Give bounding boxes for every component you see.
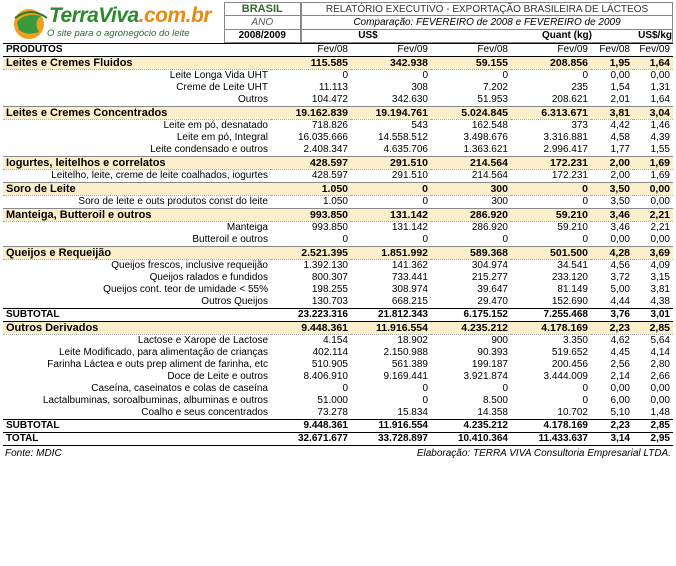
meta-box — [224, 2, 301, 43]
table-cell: 0,00 — [591, 70, 633, 83]
table-cell: 51.953 — [431, 94, 511, 107]
table-cell: 428.597 — [271, 157, 351, 170]
table-cell: 4,58 — [591, 132, 633, 144]
table-cell: 4.178.169 — [511, 322, 591, 335]
table-cell: 1,64 — [633, 57, 673, 70]
table-cell: 589.368 — [431, 247, 511, 260]
table-cell: 2.996.417 — [511, 144, 591, 157]
table-cell: 81.149 — [511, 284, 591, 296]
table-cell: 39.647 — [431, 284, 511, 296]
table-cell: 3,15 — [633, 272, 673, 284]
row-label: Leite Longa Vida UHT — [3, 70, 271, 83]
table-cell: 0,00 — [591, 234, 633, 247]
table-cell: 33.728.897 — [351, 433, 431, 446]
row-label: Creme de Leite UHT — [3, 82, 271, 94]
table-cell: 0 — [511, 395, 591, 407]
row-label: Butteroil e outros — [3, 234, 271, 247]
table-cell: 214.564 — [431, 157, 511, 170]
year-label: ANO — [224, 16, 300, 29]
table-row — [3, 284, 673, 296]
table-cell: 6.175.152 — [431, 309, 511, 322]
table-cell: 4,56 — [591, 260, 633, 273]
table-row — [3, 144, 673, 157]
table-cell: 130.703 — [271, 296, 351, 309]
table-cell: 10.702 — [511, 407, 591, 420]
table-cell: 2,23 — [591, 420, 633, 433]
table-cell: 4,42 — [591, 120, 633, 133]
section-row — [3, 247, 673, 260]
section-row — [3, 107, 673, 120]
table-row — [3, 335, 673, 348]
table-cell: 29.470 — [431, 296, 511, 309]
table-row — [3, 70, 673, 83]
table-cell: 308 — [351, 82, 431, 94]
table-cell: 0 — [431, 383, 511, 395]
col-fev09: Fev/09 — [633, 44, 673, 57]
row-label: Outros Queijos — [3, 296, 271, 309]
table-cell: 5,00 — [591, 284, 633, 296]
table-cell: 4.154 — [271, 335, 351, 348]
table-cell: 291.510 — [351, 157, 431, 170]
logo-domain: .com.br — [138, 4, 212, 27]
table-cell: 3,76 — [591, 309, 633, 322]
table-row — [3, 395, 673, 407]
row-label: Coalho e seus concentrados — [3, 407, 271, 420]
table-cell: 1.363.621 — [431, 144, 511, 157]
table-cell: 1,69 — [633, 170, 673, 183]
table-cell: 3.350 — [511, 335, 591, 348]
table-row — [3, 347, 673, 359]
table-cell: 0 — [271, 383, 351, 395]
table-cell: 3,04 — [633, 107, 673, 120]
table-cell: 291.510 — [351, 170, 431, 183]
table-cell: 2,80 — [633, 359, 673, 371]
table-cell: 200.456 — [511, 359, 591, 371]
table-cell: 131.142 — [351, 222, 431, 235]
table-cell: 0 — [511, 234, 591, 247]
table-cell: 214.564 — [431, 170, 511, 183]
table-row — [3, 94, 673, 107]
row-label: Soro de leite e outs produtos const do leite — [3, 196, 271, 209]
col-fev08: Fev/08 — [271, 44, 351, 57]
table-cell: 10.410.364 — [431, 433, 511, 446]
table-cell: 0 — [351, 234, 431, 247]
subtotal-row — [3, 420, 673, 433]
table-cell: 4.235.212 — [431, 322, 511, 335]
table-cell: 198.255 — [271, 284, 351, 296]
row-label: Leite em pó, Integral — [3, 132, 271, 144]
table-row — [3, 407, 673, 420]
table-cell: 4,45 — [591, 347, 633, 359]
table-cell: 428.597 — [271, 170, 351, 183]
table-cell: 0 — [271, 234, 351, 247]
table-row — [3, 296, 673, 309]
title-box — [301, 2, 673, 43]
table-cell: 3,81 — [591, 107, 633, 120]
table-cell: 300 — [431, 183, 511, 196]
row-label: Outros Derivados — [3, 322, 271, 335]
table-cell: 18.902 — [351, 335, 431, 348]
row-label: Iogurtes, leitelhos e correlatos — [3, 157, 271, 170]
table-cell: 0 — [351, 383, 431, 395]
table-cell: 308.974 — [351, 284, 431, 296]
section-row — [3, 209, 673, 222]
table-cell: 4,39 — [633, 132, 673, 144]
col-fev09: Fev/09 — [511, 44, 591, 57]
table-cell: 9.448.361 — [271, 420, 351, 433]
credit-note: Elaboração: TERRA VIVA Consultoria Empresarial LTDA. — [416, 448, 671, 459]
table-cell: 0 — [351, 395, 431, 407]
table-cell: 2.521.395 — [271, 247, 351, 260]
col-fev08: Fev/08 — [591, 44, 633, 57]
table-cell: 9.448.361 — [271, 322, 351, 335]
row-label: Leite Modificado, para alimentação de crianças — [3, 347, 271, 359]
table-cell: 3.921.874 — [431, 371, 511, 383]
usd-header: US$ — [358, 29, 378, 41]
table-cell: 5,64 — [633, 335, 673, 348]
table-cell: 2,85 — [633, 322, 673, 335]
table-cell: 5.024.845 — [431, 107, 511, 120]
table-cell: 59.210 — [511, 222, 591, 235]
table-cell: 993.850 — [271, 222, 351, 235]
table-row — [3, 170, 673, 183]
table-cell: 0 — [511, 383, 591, 395]
products-header: PRODUTOS — [3, 44, 271, 57]
column-header-row — [3, 44, 673, 57]
table-cell: 34.541 — [511, 260, 591, 273]
table-cell: 718.826 — [271, 120, 351, 133]
table-cell: 3,72 — [591, 272, 633, 284]
table-cell: 11.916.554 — [351, 322, 431, 335]
table-cell: 1,31 — [633, 82, 673, 94]
table-cell: 0,00 — [633, 395, 673, 407]
table-cell: 668.215 — [351, 296, 431, 309]
table-cell: 4,44 — [591, 296, 633, 309]
table-row — [3, 120, 673, 133]
table-cell: 4,28 — [591, 247, 633, 260]
table-cell: 15.834 — [351, 407, 431, 420]
table-cell: 0,00 — [633, 70, 673, 83]
table-row — [3, 82, 673, 94]
table-cell: 0 — [431, 234, 511, 247]
table-cell: 0 — [351, 183, 431, 196]
table-cell: 304.974 — [431, 260, 511, 273]
table-cell: 2,21 — [633, 222, 673, 235]
table-cell: 9.169.441 — [351, 371, 431, 383]
usdkg-header: US$/kg — [638, 29, 672, 41]
table-cell: 543 — [351, 120, 431, 133]
row-label: SUBTOTAL — [3, 420, 271, 433]
table-row — [3, 234, 673, 247]
table-cell: 19.162.839 — [271, 107, 351, 120]
section-row — [3, 322, 673, 335]
row-label: Outros — [3, 94, 271, 107]
table-cell: 3,14 — [591, 433, 633, 446]
table-cell: 199.187 — [431, 359, 511, 371]
section-row — [3, 157, 673, 170]
table-cell: 7.202 — [431, 82, 511, 94]
table-cell: 131.142 — [351, 209, 431, 222]
table-cell: 235 — [511, 82, 591, 94]
table-cell: 4.235.212 — [431, 420, 511, 433]
row-label: Lactose e Xarope de Lactose — [3, 335, 271, 348]
table-cell: 1,77 — [591, 144, 633, 157]
table-cell: 2,00 — [591, 157, 633, 170]
table-cell: 3.498.676 — [431, 132, 511, 144]
row-label: SUBTOTAL — [3, 309, 271, 322]
table-cell: 59.155 — [431, 57, 511, 70]
table-cell: 0 — [431, 70, 511, 83]
table-row — [3, 371, 673, 383]
table-cell: 3,69 — [633, 247, 673, 260]
quant-header: Quant (kg) — [542, 29, 592, 41]
table-cell: 373 — [511, 120, 591, 133]
table-cell: 3,46 — [591, 209, 633, 222]
table-cell: 3,50 — [591, 196, 633, 209]
table-cell: 900 — [431, 335, 511, 348]
section-row — [3, 57, 673, 70]
table-cell: 3,50 — [591, 183, 633, 196]
table-row — [3, 196, 673, 209]
table-cell: 286.920 — [431, 209, 511, 222]
period-label: 2008/2009 — [224, 29, 300, 42]
logo-wordmark — [49, 4, 211, 28]
table-cell: 14.558.512 — [351, 132, 431, 144]
table-cell: 342.630 — [351, 94, 431, 107]
row-label: Soro de Leite — [3, 183, 271, 196]
table-cell: 800.307 — [271, 272, 351, 284]
row-label: Lactalbuminas, soroalbuminas, albuminas e outros — [3, 395, 271, 407]
table-cell: 90.393 — [431, 347, 511, 359]
table-row — [3, 222, 673, 235]
table-cell: 23.223.316 — [271, 309, 351, 322]
table-cell: 0 — [511, 196, 591, 209]
col-fev09: Fev/09 — [351, 44, 431, 57]
table-cell: 0 — [271, 70, 351, 83]
table-cell: 208.621 — [511, 94, 591, 107]
table-cell: 4,38 — [633, 296, 673, 309]
table-row — [3, 260, 673, 273]
table-cell: 2,01 — [591, 94, 633, 107]
report-comparison: Comparação: FEVEREIRO de 2008 e FEVEREIRO de 2009 — [302, 16, 673, 29]
table-cell: 4.635.706 — [351, 144, 431, 157]
table-cell: 141.362 — [351, 260, 431, 273]
row-label: Leite em pó, desnatado — [3, 120, 271, 133]
table-cell: 1.050 — [271, 183, 351, 196]
table-cell: 3,46 — [591, 222, 633, 235]
table-cell: 342.938 — [351, 57, 431, 70]
row-label: Queijos ralados e fundidos — [3, 272, 271, 284]
table-cell: 115.585 — [271, 57, 351, 70]
row-label: Leitelho, leite, creme de leite coalhados, iogurtes — [3, 170, 271, 183]
table-cell: 733.441 — [351, 272, 431, 284]
table-cell: 402.114 — [271, 347, 351, 359]
table-row — [3, 272, 673, 284]
table-cell: 1.392.130 — [271, 260, 351, 273]
table-cell: 2,14 — [591, 371, 633, 383]
table-cell: 0 — [511, 183, 591, 196]
table-cell: 7.255.468 — [511, 309, 591, 322]
globe-icon — [11, 6, 51, 42]
table-cell: 4,14 — [633, 347, 673, 359]
table-cell: 2,66 — [633, 371, 673, 383]
row-label: Caseína, caseinatos e colas de caseína — [3, 383, 271, 395]
row-label: Leite condensado e outros — [3, 144, 271, 157]
terraviva-logo — [3, 2, 224, 43]
table-row — [3, 383, 673, 395]
table-cell: 0,00 — [633, 196, 673, 209]
table-cell: 3.444.009 — [511, 371, 591, 383]
logo-name: TerraViva — [49, 4, 139, 27]
table-cell: 0,00 — [633, 234, 673, 247]
table-cell: 4,09 — [633, 260, 673, 273]
table-cell: 208.856 — [511, 57, 591, 70]
table-cell: 3.316.881 — [511, 132, 591, 144]
row-label: Manteiga — [3, 222, 271, 235]
table-cell: 1,48 — [633, 407, 673, 420]
table-cell: 233.120 — [511, 272, 591, 284]
table-cell: 1,46 — [633, 120, 673, 133]
export-table — [3, 43, 673, 446]
table-cell: 172.231 — [511, 170, 591, 183]
report-title: RELATÓRIO EXECUTIVO - EXPORTAÇÃO BRASILEIRA DE LÁCTEOS — [302, 3, 673, 16]
table-cell: 3,81 — [633, 284, 673, 296]
table-cell: 6.313.671 — [511, 107, 591, 120]
source-note: Fonte: MDIC — [5, 448, 62, 459]
table-cell: 11.113 — [271, 82, 351, 94]
table-cell: 2,85 — [633, 420, 673, 433]
table-cell: 32.671.677 — [271, 433, 351, 446]
table-cell: 16.035.666 — [271, 132, 351, 144]
table-cell: 1,69 — [633, 157, 673, 170]
table-cell: 21.812.343 — [351, 309, 431, 322]
table-cell: 0,00 — [633, 383, 673, 395]
table-cell: 8.500 — [431, 395, 511, 407]
table-cell: 152.690 — [511, 296, 591, 309]
table-cell: 2,23 — [591, 322, 633, 335]
row-label: Queijos frescos, inclusive requeijão — [3, 260, 271, 273]
table-cell: 1,64 — [633, 94, 673, 107]
table-cell: 2,00 — [591, 170, 633, 183]
total-row — [3, 433, 673, 446]
table-row — [3, 132, 673, 144]
table-cell: 519.652 — [511, 347, 591, 359]
table-cell: 5,10 — [591, 407, 633, 420]
section-row — [3, 183, 673, 196]
table-cell: 172.231 — [511, 157, 591, 170]
table-cell: 215.277 — [431, 272, 511, 284]
table-cell: 0,00 — [633, 183, 673, 196]
country-label: BRASIL — [224, 3, 300, 16]
row-label: Farinha Láctea e outs prep aliment de farinha, etc — [3, 359, 271, 371]
table-cell: 4.178.169 — [511, 420, 591, 433]
table-cell: 3,01 — [633, 309, 673, 322]
table-cell: 1,54 — [591, 82, 633, 94]
report-header — [3, 2, 673, 43]
table-cell: 0 — [351, 70, 431, 83]
table-cell: 993.850 — [271, 209, 351, 222]
table-cell: 4,62 — [591, 335, 633, 348]
table-cell: 2,56 — [591, 359, 633, 371]
row-label: Doce de Leite e outros — [3, 371, 271, 383]
row-label: Leites e Cremes Concentrados — [3, 107, 271, 120]
table-cell: 6,00 — [591, 395, 633, 407]
table-cell: 51.000 — [271, 395, 351, 407]
table-cell: 104.472 — [271, 94, 351, 107]
table-cell: 2.150.988 — [351, 347, 431, 359]
table-cell: 2,21 — [633, 209, 673, 222]
table-cell: 19.194.761 — [351, 107, 431, 120]
table-cell: 1,55 — [633, 144, 673, 157]
row-label: Queijos cont. teor de umidade < 55% — [3, 284, 271, 296]
row-label: TOTAL — [3, 433, 271, 446]
table-cell: 0 — [511, 70, 591, 83]
table-cell: 11.916.554 — [351, 420, 431, 433]
subtotal-row — [3, 309, 673, 322]
row-label: Manteiga, Butteroil e outros — [3, 209, 271, 222]
table-cell: 162.548 — [431, 120, 511, 133]
logo-tagline: O site para o agronegócio do leite — [47, 28, 190, 39]
table-cell: 2,95 — [633, 433, 673, 446]
table-cell: 0,00 — [591, 383, 633, 395]
table-cell: 501.500 — [511, 247, 591, 260]
report-container — [3, 2, 673, 459]
table-cell: 8.406.910 — [271, 371, 351, 383]
row-label: Queijos e Requeijão — [3, 247, 271, 260]
report-footer — [3, 446, 673, 459]
table-cell: 0 — [351, 196, 431, 209]
col-fev08: Fev/08 — [431, 44, 511, 57]
table-cell: 1.050 — [271, 196, 351, 209]
table-row — [3, 359, 673, 371]
table-cell: 510.905 — [271, 359, 351, 371]
table-cell: 561.389 — [351, 359, 431, 371]
row-label: Leites e Cremes Fluidos — [3, 57, 271, 70]
table-cell: 2.408.347 — [271, 144, 351, 157]
table-cell: 73.278 — [271, 407, 351, 420]
table-cell: 1.851.992 — [351, 247, 431, 260]
table-cell: 286.920 — [431, 222, 511, 235]
table-cell: 59.210 — [511, 209, 591, 222]
table-cell: 300 — [431, 196, 511, 209]
table-cell: 11.433.637 — [511, 433, 591, 446]
table-cell: 14.358 — [431, 407, 511, 420]
table-cell: 1,95 — [591, 57, 633, 70]
